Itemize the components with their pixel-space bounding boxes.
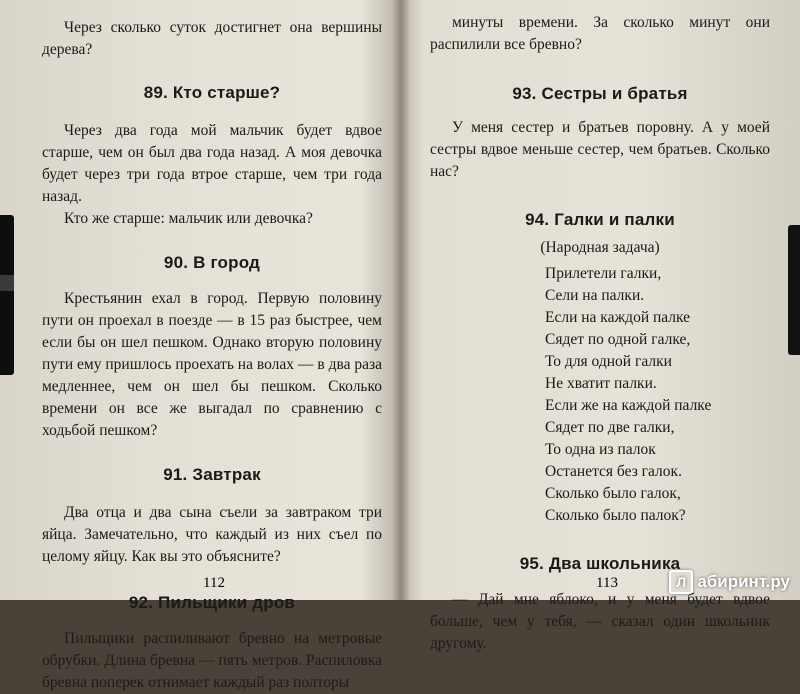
left-page-number: 112 bbox=[203, 575, 225, 591]
problem-94-title: 94. Галки и палки bbox=[525, 210, 675, 229]
left-continuation-text: Через сколько суток достигнет она вершины дерева? bbox=[42, 19, 382, 58]
problem-93-text: У меня сестер и братьев поровну. А у моей сестры вдвое меньше сестер, чем братьев. Сколько нас? bbox=[430, 119, 770, 180]
right-page-number: 113 bbox=[596, 575, 618, 591]
poem-line: Если на каждой палке bbox=[545, 309, 691, 326]
poem-line: То для одной галки bbox=[545, 353, 672, 370]
poem-line: Сколько было галок, bbox=[545, 485, 681, 502]
problem-90-title: 90. В город bbox=[163, 253, 261, 272]
poem-line: Сколько было палок? bbox=[545, 507, 686, 524]
problem-89-title: 89. Кто старше? bbox=[143, 83, 281, 102]
left-page-clip bbox=[0, 215, 14, 375]
problem-94-poem bbox=[545, 263, 770, 527]
poem-line: Сядет по одной галке, bbox=[545, 331, 691, 348]
problem-91-title: 91. Завтрак bbox=[163, 465, 261, 484]
book-gutter bbox=[392, 0, 410, 600]
problem-94-subtitle: (Народная задача) bbox=[540, 239, 660, 256]
right-page bbox=[430, 0, 770, 655]
problem-91-text: Два отца и два сына съели за завтраком три яйца. Замечательно, что каждый из них съел по целому яйцу. Как вы это объясните? bbox=[42, 504, 382, 565]
labirint-watermark bbox=[669, 570, 790, 594]
watermark-text: абиринт.ру bbox=[697, 572, 790, 591]
problem-90-text: Крестьянин ехал в город. Первую половину пути он проехал в поезде — в 15 раз быстрее, чем если бы он шел пешком. Однако вторую половину пути ему пришлось проехать на волах — в два раза медленнее, чем он шел бы пешком. Сколько времени он все же выгадал по сравнению с ходьбой пешком? bbox=[42, 290, 382, 439]
problem-95-title: 95. Два школьника bbox=[519, 554, 681, 573]
problem-89-text: Через два года мой мальчик будет вдвое старше, чем он был два года назад. А моя девочка будет через три года втрое старше, чем три года назад. bbox=[42, 122, 382, 205]
poem-line: Не хватит палки. bbox=[545, 375, 657, 392]
poem-line: Сядет по две галки, bbox=[545, 419, 675, 436]
problem-95-text: — Дай мне яблоко, и у меня будет вдвое больше, чем у тебя, — сказал один школьник другому. bbox=[430, 591, 770, 652]
problem-92-text: Пильщики распиливают бревно на метровые обрубки. Длина бревна — пять метров. Распиловка бревна поперек отнимает каждый раз полторы bbox=[42, 630, 382, 691]
poem-line: Прилетели галки, bbox=[545, 265, 662, 282]
problem-89-question: Кто же старше: мальчик или девочка? bbox=[64, 210, 313, 227]
poem-line: Останется без галок. bbox=[545, 463, 682, 480]
right-continuation-text: минуты времени. За сколько минут они распилили все бревно? bbox=[430, 14, 770, 53]
problem-93-title: 93. Сестры и братья bbox=[512, 84, 688, 103]
poem-line: То одна из палок bbox=[545, 441, 656, 458]
labirint-logo-icon: Л bbox=[669, 570, 693, 594]
right-page-clip bbox=[788, 225, 800, 355]
poem-line: Если же на каждой палке bbox=[545, 397, 712, 414]
problem-92-title: 92. Пильщики дров bbox=[128, 593, 296, 612]
poem-line: Сели на палки. bbox=[545, 287, 645, 304]
